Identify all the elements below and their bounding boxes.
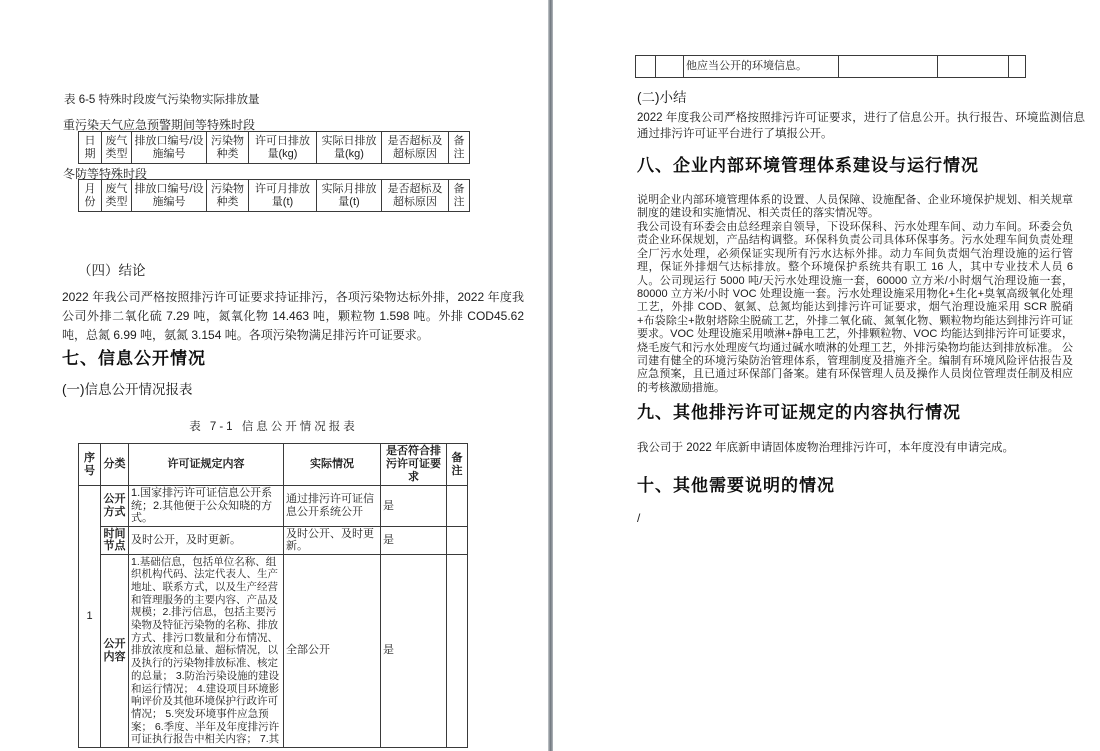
info-disclosure-table	[78, 443, 468, 748]
actual-cell: 通过排污许可证信息公开系统公开	[284, 486, 381, 527]
col-header: 排放口编号/设施编号	[132, 180, 207, 212]
required-cell: 他应当公开的环境信息。	[684, 56, 839, 78]
section-9-body: 我公司于 2022 年底新申请固体废物治理排污许可，本年度没有申请完成。	[637, 442, 1014, 454]
col-header: 备注	[449, 132, 470, 164]
section-10-heading: 十、其他需要说明的情况	[637, 476, 835, 495]
col-header: 分类	[101, 444, 129, 486]
page-1	[0, 0, 549, 751]
table-row	[79, 486, 468, 527]
section-8-intro: 说明企业内部环境管理体系的设置、人员保障、设施配备、企业环境保护规划、相关规章制度的建设和实施情况、相关责任的落实情况等。	[637, 194, 1073, 220]
col-header: 污染物种类	[207, 180, 249, 212]
section-7-subheading: (一)信息公开情况报表	[62, 382, 193, 397]
comply-cell: 是	[381, 526, 447, 554]
remark-cell	[447, 486, 468, 527]
actual-cell: 及时公开、及时更新。	[284, 526, 381, 554]
required-cell: 1.基础信息，包括单位名称、组织机构代码、法定代表人、生产地址、联系方式，以及生产经营和管理服务的主要内容、产品及规模；2.排污信息，包括主要污染物及特征污染物的名称、排放方式、排污口数量和分布情况、排放浓度和总量、超标情况，以及执行的污染物排放标准、核定的总量； 3.防治污染设施的建设和运行情况； 4.建设项目环境影响评价及其他环境保护行政许可情况； 5.突发环境事件应急预案； 6.季度、半年及年度排污许可证执行报告中相关内容； 7.其	[129, 554, 284, 748]
col-header: 污染物种类	[207, 132, 249, 164]
col-header: 备注	[449, 180, 470, 212]
table-row	[636, 56, 1026, 78]
remark-cell	[447, 554, 468, 748]
conclusion-paragraph: 2022 年我公司严格按照排污许可证要求持证排污，各项污染物达标外排，2022 年度我公司外排二氧化硫 7.29 吨，氮氧化物 14.463 吨，颗粒物 1.598 吨。外排 COD45.62 吨，总氮 6.99 吨，氨氮 3.154 吨。各项污染物满足排污许可证要求。	[62, 290, 524, 342]
category-cell: 公开方式	[101, 486, 129, 527]
col-header: 废气类型	[102, 180, 132, 212]
col-header: 废气类型	[102, 132, 132, 164]
seq-cell: 1	[79, 486, 101, 748]
col-header: 日期	[79, 132, 102, 164]
section-7-heading: 七、信息公开情况	[62, 349, 206, 368]
summary-heading: (二)小结	[637, 90, 687, 105]
table-7-1-caption: 表 7-1 信息公开情况报表	[189, 421, 358, 433]
col-header: 月份	[79, 180, 102, 212]
table-row	[79, 554, 468, 748]
col-header: 实际月排放量(t)	[317, 180, 382, 212]
info-disclosure-table-continuation	[635, 55, 1026, 78]
required-cell: 及时公开，及时更新。	[129, 526, 284, 554]
conclusion-heading: （四）结论	[78, 263, 146, 278]
col-header: 许可日排放量(kg)	[249, 132, 317, 164]
col-header: 许可证规定内容	[129, 444, 284, 486]
required-cell: 1.国家排污许可证信息公开系统；2.其他便于公众知晓的方式。	[129, 486, 284, 527]
page-2	[553, 0, 1100, 751]
seq-cell	[636, 56, 656, 78]
col-header: 序号	[79, 444, 101, 486]
actual-cell	[839, 56, 938, 78]
actual-cell: 全部公开	[284, 554, 381, 748]
remark-cell	[447, 526, 468, 554]
category-cell	[656, 56, 684, 78]
heavy-pollution-period-label: 重污染天气应急预警期间等特殊时段	[63, 118, 256, 132]
daily-emission-table	[78, 131, 470, 164]
col-header: 许可月排放量(t)	[249, 180, 317, 212]
remark-cell	[1009, 56, 1026, 78]
category-cell: 公开内容	[101, 554, 129, 748]
col-header: 是否超标及超标原因	[382, 180, 449, 212]
summary-paragraph: 2022 年度我公司严格按照排污许可证要求，进行了信息公开。执行报告、环境监测信息通过排污许可证平台进行了填报公开。	[637, 112, 1085, 140]
section-10-body: /	[637, 511, 641, 525]
col-header: 实际情况	[284, 444, 381, 486]
comply-cell	[938, 56, 1009, 78]
category-cell: 时间节点	[101, 526, 129, 554]
col-header: 是否超标及超标原因	[382, 132, 449, 164]
table-6-5-caption: 表 6-5 特殊时段废气污染物实际排放量	[64, 94, 260, 106]
comply-cell: 是	[381, 486, 447, 527]
col-header: 排放口编号/设施编号	[132, 132, 207, 164]
table-row	[79, 526, 468, 554]
col-header: 实际日排放量(kg)	[317, 132, 382, 164]
winter-period-label: 冬防等特殊时段	[63, 167, 148, 181]
section-9-heading: 九、其他排污许可证规定的内容执行情况	[637, 403, 961, 422]
section-8-body: 我公司设有环委会由总经理亲自领导，下设环保科、污水处理车间、动力车间。环委会负责企业环保规划，产品结构调整。环保科负责公司具体环保事务。污水处理车间负责处理全厂污水处理，必须保证实现所有污水达标外排。动力车间负责烟气治理设施的运行管理，保证外排烟气达标排放。整个环境保护系统共有职工 16 人，其中专业技术人员 6 人。公司现运行 5000 吨/天污水处理设施一套，60000 立方米/小时烟气治理设施一套，80000 立方米/小时 VOC 处理设施一套。污水处理设施采用物化+生化+臭氧高级氧化处理工艺，外排 COD、氨氮、总氮均能达到排污许可证要求，烟气治理设施采用 SCR 脱硝+布袋除尘+散射塔除尘脱硫工艺，外排二氧化硫、氮氧化物、颗粒物均能达到排污许可证要求。VOC 处理设施采用喷淋+静电工艺，外排颗粒物、VOC 均能达到排污许可证要求，烧毛废气和污水处理废气均通过碱水喷淋的处理工艺，外排污染物均能达到排放标准。 公司建有健全的环境污染防治管理体系，管理制度及措施齐全。编制有环境风险评估报告及应急预案，且已通过环保部门备案。建有环保管理人员及操作人员岗位管理责任制及相应的考核激励措施。	[637, 221, 1073, 394]
col-header: 是否符合排污许可证要求	[381, 444, 447, 486]
monthly-emission-table	[78, 179, 470, 212]
col-header: 备注	[447, 444, 468, 486]
comply-cell: 是	[381, 554, 447, 748]
section-8-heading: 八、企业内部环境管理体系建设与运行情况	[637, 156, 979, 175]
